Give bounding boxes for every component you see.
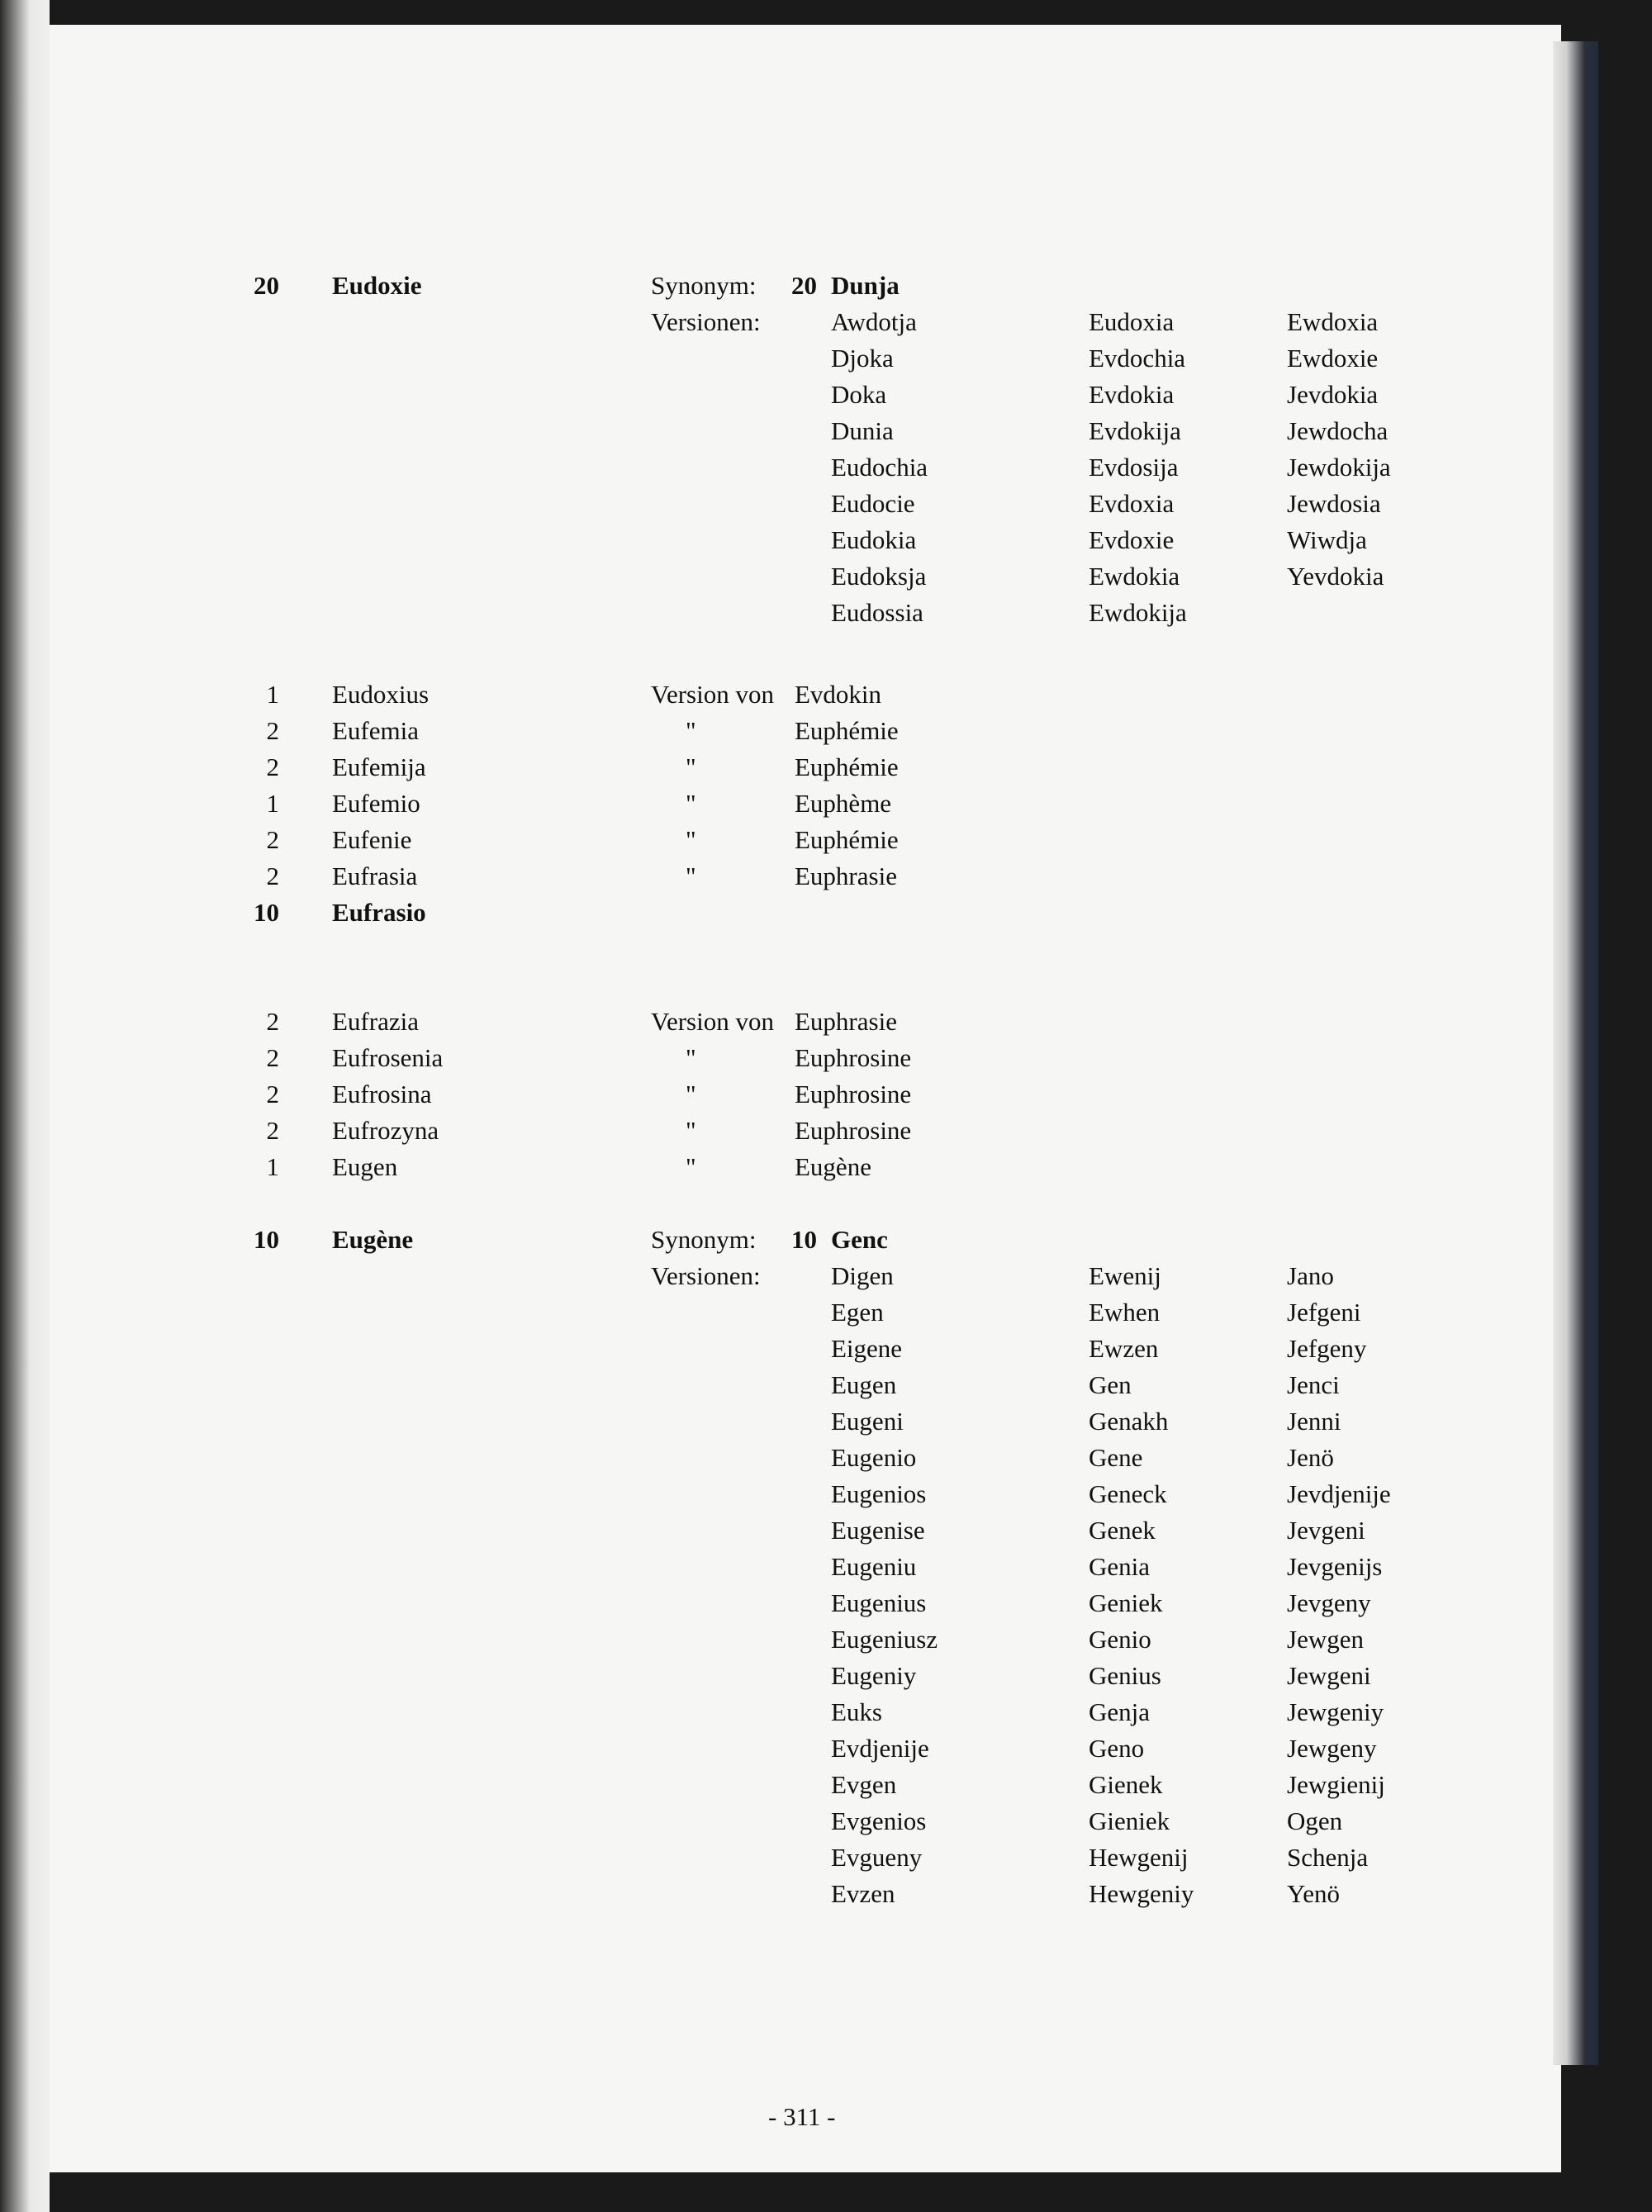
entry-name: Eudoxie [332,271,422,300]
version-name: Eugenise [831,1516,925,1545]
version-name: Evdokija [1089,416,1181,445]
version-name: Jenö [1287,1443,1334,1472]
version-target: Euphrasie [795,862,897,890]
entry-name: Eufemio [332,789,420,818]
ditto-mark: " [686,1080,696,1108]
synonym-label: Synonym: [651,1225,757,1254]
version-of-label: Version von [651,680,774,709]
entry-name: Eufrasia [332,862,418,890]
version-name: Schenja [1287,1843,1369,1872]
version-name: Gen [1089,1370,1132,1399]
version-name: Jenni [1287,1407,1341,1436]
version-name: Ewdokia [1089,562,1180,591]
version-name: Geniek [1089,1588,1163,1617]
version-name: Djoka [831,344,894,373]
version-name: Hewgenij [1089,1843,1189,1872]
version-name: Genek [1089,1516,1156,1545]
version-target: Euphrosine [795,1043,912,1072]
version-target: Evdokin [795,680,882,709]
version-name: Evdosija [1089,453,1179,482]
entry-count: 2 [266,1116,279,1145]
ditto-mark: " [686,716,696,745]
version-name: Eudochia [831,453,928,482]
synonym-count: 20 [791,271,817,300]
version-name: Ewdokija [1089,598,1187,627]
version-name: Jevgenijs [1287,1552,1383,1581]
version-target: Euphémie [795,716,899,745]
version-name: Jevdokia [1287,380,1379,409]
version-name: Ewdoxia [1287,307,1379,336]
entry-name: Eufrosina [332,1080,432,1108]
version-name: Evdoxie [1089,525,1175,554]
entry-count: 2 [266,1007,279,1036]
synonym-label: Synonym: [651,271,757,300]
version-name: Evzen [831,1879,895,1908]
version-name: Genio [1089,1625,1151,1654]
version-name: Ewenij [1089,1261,1161,1290]
version-name: Yevdokia [1287,562,1384,591]
version-name: Eudokia [831,525,917,554]
version-name: Yenö [1287,1879,1341,1908]
book-left-edge [0,0,50,2212]
version-name: Jewgen [1287,1625,1364,1654]
version-name: Genius [1089,1661,1161,1690]
entry-name: Eufrosenia [332,1043,444,1072]
entry-name: Eufrasio [332,898,426,927]
synonym-name: Genc [831,1225,888,1254]
entry-count: 2 [266,752,279,781]
version-name: Eugenius [831,1588,927,1617]
entry-count: 1 [266,680,279,709]
entry-name: Eudoxius [332,680,430,709]
version-name: Geneck [1089,1479,1167,1508]
ditto-mark: " [686,1116,696,1145]
version-name: Dunia [831,416,894,445]
version-name: Jewgienij [1287,1770,1385,1799]
version-name: Eudoxia [1089,307,1175,336]
version-name: Egen [831,1298,884,1327]
version-name: Eugenio [831,1443,917,1472]
version-name: Eudoksja [831,562,927,591]
version-name: Jevgeny [1287,1588,1371,1617]
version-name: Evgenios [831,1806,927,1835]
version-name: Jenci [1287,1370,1340,1399]
version-name: Ewdoxie [1287,344,1379,373]
version-name: Jefgeni [1287,1298,1361,1327]
version-name: Euks [831,1697,882,1726]
version-name: Evdokia [1089,380,1175,409]
version-name: Evdjenije [831,1734,929,1763]
version-name: Eugeni [831,1407,904,1436]
ditto-mark: " [686,789,696,818]
version-name: Digen [831,1261,894,1290]
version-name: Eugen [831,1370,897,1399]
version-name: Jefgeny [1287,1334,1367,1363]
entry-count: 2 [266,1043,279,1072]
entry-name: Eugène [332,1225,414,1254]
version-name: Jewdocha [1287,416,1389,445]
entry-name: Eufenie [332,825,412,854]
version-name: Wiwdja [1287,525,1367,554]
version-name: Eudocie [831,489,915,518]
version-name: Evdoxia [1089,489,1175,518]
version-name: Jano [1287,1261,1334,1290]
version-name: Evgueny [831,1843,923,1872]
ditto-mark: " [686,825,696,854]
version-name: Eugeniu [831,1552,917,1581]
version-name: Doka [831,380,887,409]
version-target: Euphémie [795,825,899,854]
versions-label: Versionen: [651,307,761,336]
version-name: Geno [1089,1734,1145,1763]
version-name: Gene [1089,1443,1143,1472]
entry-count: 20 [254,271,279,300]
entry-count: 1 [266,789,279,818]
synonym-count: 10 [791,1225,817,1254]
entry-count: 10 [254,1225,279,1254]
entry-count: 2 [266,825,279,854]
version-name: Jewgeni [1287,1661,1371,1690]
version-name: Eugenios [831,1479,927,1508]
version-name: Jewgeniy [1287,1697,1384,1726]
page-number: - 311 - [768,2102,836,2131]
version-name: Jewgeny [1287,1734,1377,1763]
versions-label: Versionen: [651,1261,761,1290]
version-name: Gienek [1089,1770,1163,1799]
entry-count: 2 [266,862,279,890]
version-name: Jewdosia [1287,489,1381,518]
book-right-edge [1553,41,1598,2065]
version-name: Genia [1089,1552,1151,1581]
version-name: Gieniek [1089,1806,1170,1835]
version-target: Euphème [795,789,892,818]
version-name: Jevgeni [1287,1516,1365,1545]
synonym-name: Dunja [831,271,900,300]
version-target: Euphémie [795,752,899,781]
version-name: Eudossia [831,598,923,627]
version-of-label: Version von [651,1007,774,1036]
ditto-mark: " [686,1043,696,1072]
entry-name: Eufrozyna [332,1116,439,1145]
entry-count: 2 [266,716,279,745]
ditto-mark: " [686,862,696,890]
version-name: Ogen [1287,1806,1343,1835]
version-target: Euphrasie [795,1007,897,1036]
version-name: Eigene [831,1334,903,1363]
version-name: Hewgeniy [1089,1879,1194,1908]
version-name: Eugeniy [831,1661,917,1690]
entry-count: 2 [266,1080,279,1108]
version-name: Genakh [1089,1407,1169,1436]
entry-name: Eufrazia [332,1007,419,1036]
version-name: Ewzen [1089,1334,1159,1363]
ditto-mark: " [686,1152,696,1181]
version-target: Euphrosine [795,1116,912,1145]
version-target: Euphrosine [795,1080,912,1108]
version-name: Genja [1089,1697,1151,1726]
version-name: Awdotja [831,307,917,336]
entry-name: Eufemija [332,752,426,781]
version-name: Evgen [831,1770,897,1799]
version-name: Jevdjenije [1287,1479,1391,1508]
version-name: Ewhen [1089,1298,1161,1327]
entry-name: Eufemia [332,716,420,745]
version-name: Eugeniusz [831,1625,938,1654]
entry-name: Eugen [332,1152,398,1181]
entry-count: 10 [254,898,279,927]
version-name: Jewdokija [1287,453,1391,482]
entry-count: 1 [266,1152,279,1181]
ditto-mark: " [686,752,696,781]
version-target: Eugène [795,1152,871,1181]
version-name: Evdochia [1089,344,1186,373]
